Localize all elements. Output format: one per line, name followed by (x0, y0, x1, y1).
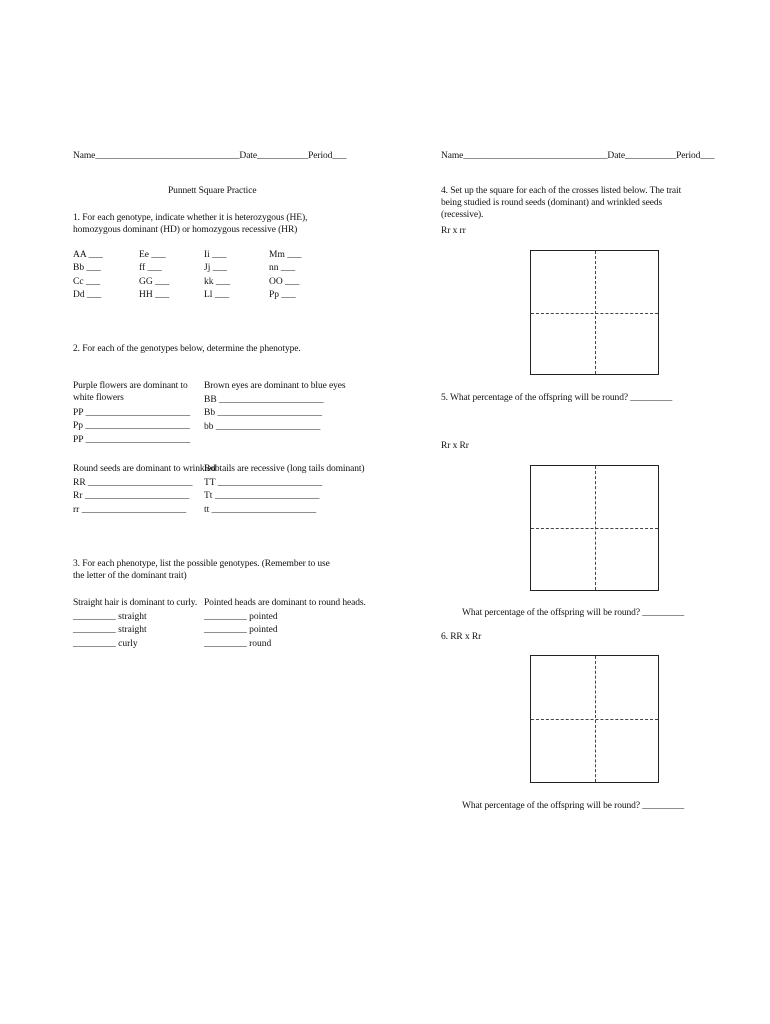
punnett-square-2 (530, 465, 659, 591)
phenotype-line: Bb ______________________ (204, 408, 322, 419)
genotype-item: kk ___ (204, 276, 231, 287)
genotype-item: Ee ___ (139, 250, 166, 260)
question-4: 4. Set up the square for each of the crosses listed below. The trait being studied is round seeds (dominant) and wrinkled seeds (recessive). (441, 186, 682, 220)
genotype-item: AA ___ (73, 250, 103, 260)
question-3: 3. For each phenotype, list the possible genotypes. (Remember to use the letter of the dominant trait) (73, 559, 330, 581)
heads-heading: Pointed heads are dominant to round heads. (204, 598, 366, 608)
genotype-blank-line: _________ straight (73, 625, 147, 636)
eyes-heading: Brown eyes are dominant to blue eyes (204, 381, 346, 391)
phenotype-line: Rr ______________________ (73, 491, 190, 502)
question-2: 2. For each of the genotypes below, determine the phenotype. (73, 344, 301, 354)
flowers-list (73, 407, 190, 447)
seeds-heading: Round seeds are dominant to wrinkled (73, 464, 216, 474)
phenotype-line: tt ______________________ (204, 504, 317, 515)
phenotype-line: bb ______________________ (204, 421, 321, 432)
genotype-item: Cc ___ (73, 276, 101, 287)
right-name-date-period-header: Name_______________________________Date___________Period___ (441, 151, 715, 161)
phenotype-line: TT ______________________ (204, 478, 323, 488)
seeds-list (73, 477, 193, 517)
eyes-list (204, 394, 324, 434)
square-divider (531, 719, 658, 720)
left-name-date-period-header: Name_______________________________Date___________Period___ (73, 151, 347, 161)
cross-2-label: Rr x Rr (441, 441, 469, 451)
percentage-question-3: What percentage of the offspring will be round? _________ (462, 801, 685, 811)
genotype-blank-line: _________ straight (73, 612, 147, 622)
genotype-item: ff ___ (139, 263, 162, 274)
genotype-item: Pp ___ (269, 289, 296, 300)
worksheet-title: Punnett Square Practice (168, 186, 257, 196)
genotype-blank-line: _________ round (204, 638, 272, 649)
heads-list (204, 611, 278, 651)
phenotype-line: PP ______________________ (73, 408, 191, 418)
genotype-blank-line: _________ curly (73, 638, 138, 649)
genotype-column-4 (269, 249, 301, 302)
genotype-item: OO ___ (269, 276, 300, 287)
genotype-column-1 (73, 249, 103, 302)
square-divider (531, 528, 658, 529)
genotype-item: Ll ___ (204, 289, 230, 300)
genotype-item: Ii ___ (204, 250, 227, 260)
genotype-blank-line: _________ pointed (204, 612, 278, 622)
genotype-column-2 (139, 249, 169, 302)
punnett-square-3 (530, 655, 659, 783)
bobtails-heading: Bobtails are recessive (long tails dominant) (204, 464, 365, 474)
hair-list (73, 611, 147, 651)
phenotype-line: BB ______________________ (204, 395, 324, 405)
phenotype-line: Pp ______________________ (73, 421, 190, 432)
genotype-item: Jj ___ (204, 263, 227, 274)
flowers-heading: Purple flowers are dominant to white flowers (73, 381, 188, 403)
genotype-item: GG ___ (139, 276, 170, 287)
phenotype-line: PP ______________________ (73, 434, 191, 445)
square-divider (531, 313, 658, 314)
phenotype-line: Tt ______________________ (204, 491, 320, 502)
phenotype-line: RR ______________________ (73, 478, 193, 488)
percentage-question-2: What percentage of the offspring will be round? _________ (462, 608, 685, 618)
genotype-column-3 (204, 249, 230, 302)
hair-heading: Straight hair is dominant to curly. (73, 598, 198, 608)
genotype-blank-line: _________ pointed (204, 625, 278, 636)
genotype-item: Bb ___ (73, 263, 101, 274)
phenotype-line: rr ______________________ (73, 504, 187, 515)
question-1: 1. For each genotype, indicate whether it is heterozygous (HE), homozygous dominant (HD) or homozygous recessive (HR) (73, 213, 308, 235)
genotype-item: nn ___ (269, 263, 296, 274)
genotype-item: HH ___ (139, 289, 170, 300)
question-5: 5. What percentage of the offspring will be round? _________ (441, 393, 673, 403)
punnett-square-1 (530, 250, 659, 375)
genotype-item: Dd ___ (73, 289, 102, 300)
cross-1-label: Rr x rr (441, 226, 466, 236)
question-6: 6. RR x Rr (441, 632, 482, 642)
genotype-item: Mm ___ (269, 250, 302, 260)
bobtails-list (204, 477, 322, 517)
